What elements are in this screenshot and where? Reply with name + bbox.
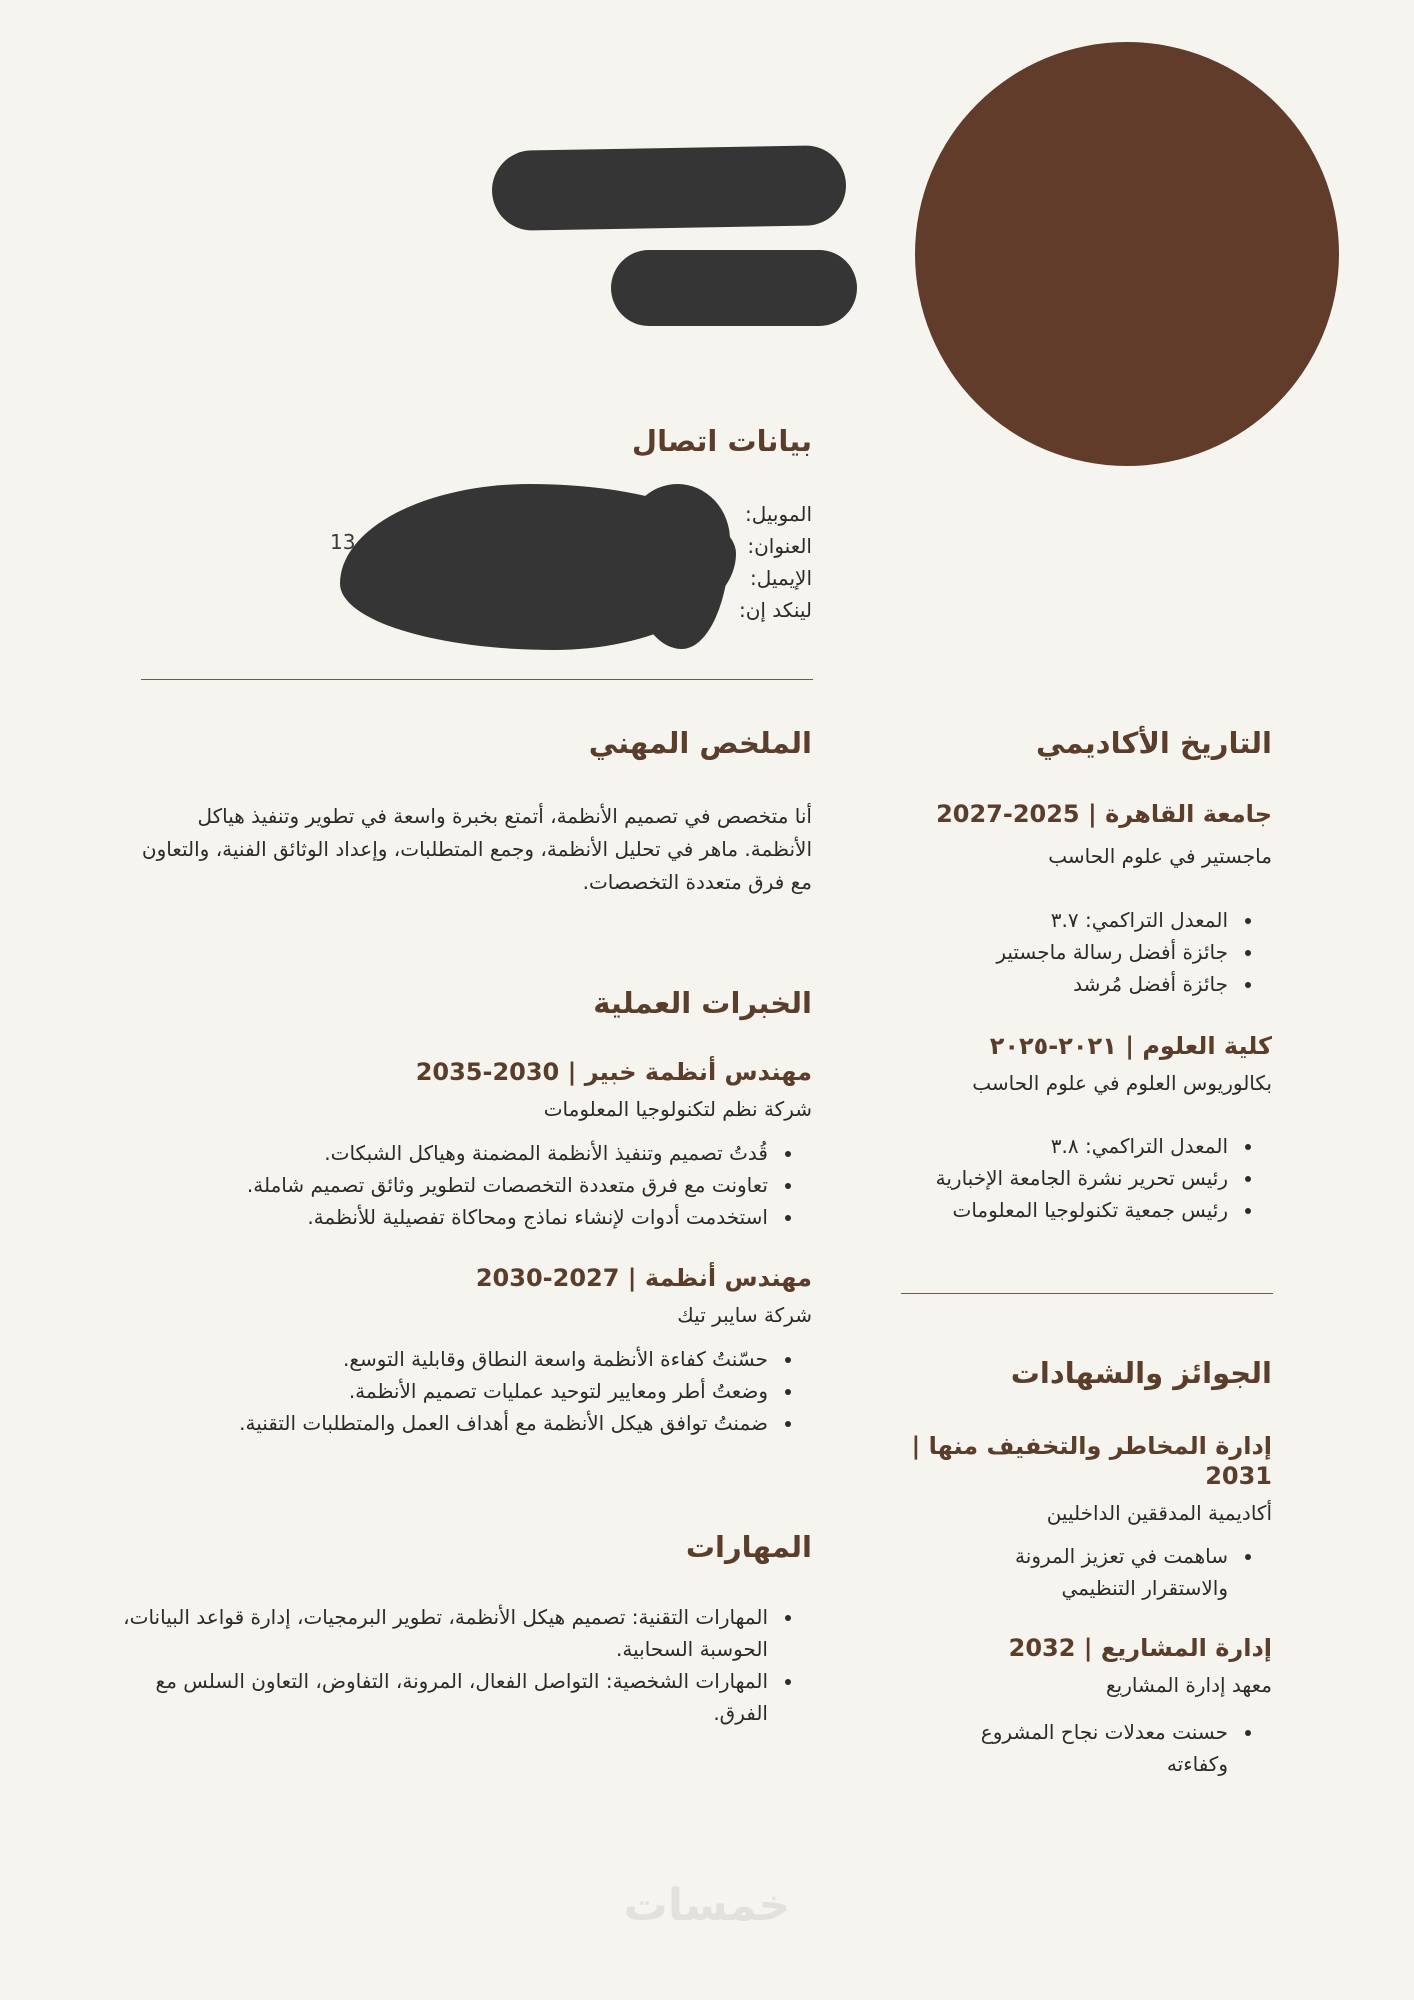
award-org-2: معهد إدارة المشاريع bbox=[1106, 1673, 1272, 1697]
award-title-1: إدارة المخاطر والتخفيف منها | bbox=[911, 1432, 1272, 1460]
job-company-2: شركة سايبر تيك bbox=[677, 1303, 812, 1327]
list-item: • حسنت معدلات نجاح المشروع وكفاءته bbox=[932, 1716, 1232, 1780]
contact-email-label: الإيميل: bbox=[749, 566, 812, 590]
list-item: • استخدمت أدوات لإنشاء نماذج ومحاكاة تفصيلية للأنظمة. bbox=[72, 1201, 772, 1233]
list-item: • المهارات الشخصية: التواصل الفعال، المرونة، التفاوض، التعاون السلس مع الفرق. bbox=[112, 1665, 772, 1729]
list-item: • المهارات التقنية: تصميم هيكل الأنظمة، تطوير البرمجيات، إدارة قواعد البيانات، الحوسبة السحابية. bbox=[112, 1601, 772, 1665]
award-org-1: أكاديمية المدققين الداخليين bbox=[1046, 1501, 1272, 1525]
job-title-2: مهندس أنظمة | 2027-2030 bbox=[475, 1264, 812, 1292]
list-item: • رئيس تحرير نشرة الجامعة الإخبارية bbox=[862, 1162, 1232, 1194]
list-item: • المعدل التراكمي: ٣.٧ bbox=[872, 904, 1232, 936]
divider-contact bbox=[141, 679, 813, 680]
skills-list bbox=[112, 1601, 812, 1729]
skills-heading: المهارات bbox=[685, 1530, 812, 1564]
award-title-2: إدارة المشاريع | 2032 bbox=[1008, 1634, 1272, 1662]
redacted-job-title bbox=[611, 250, 857, 326]
list-item: • المعدل التراكمي: ٣.٨ bbox=[862, 1130, 1232, 1162]
list-item: • جائزة أفضل مُرشد bbox=[872, 968, 1232, 1000]
list-item: • ضمنتُ توافق هيكل الأنظمة مع أهداف العمل والمتطلبات التقنية. bbox=[72, 1407, 772, 1439]
experience-heading: الخبرات العملية bbox=[593, 986, 812, 1020]
watermark-logo: خمسات bbox=[623, 1880, 791, 1931]
list-item: • قُدتُ تصميم وتنفيذ الأنظمة المضمنة وهياكل الشبكات. bbox=[72, 1137, 772, 1169]
edu-bullets-2 bbox=[862, 1130, 1272, 1226]
contact-heading: بيانات اتصال bbox=[631, 424, 812, 458]
contact-linkedin-label: لينكد إن: bbox=[738, 598, 812, 622]
job-bullets-2 bbox=[72, 1343, 812, 1439]
divider-education bbox=[901, 1293, 1273, 1294]
job-title-1: مهندس أنظمة خبير | 2030-2035 bbox=[415, 1058, 812, 1086]
edu-title-1: جامعة القاهرة | 2025-2027 bbox=[936, 800, 1272, 828]
award-title-1-year: 2031 bbox=[1205, 1462, 1272, 1490]
list-item: • ساهمت في تعزيز المرونة والاستقرار التنظيمي bbox=[932, 1540, 1232, 1604]
summary-heading: الملخص المهني bbox=[588, 726, 812, 760]
edu-bullets-1 bbox=[872, 904, 1272, 1000]
job-company-1: شركة نظم لتكنولوجيا المعلومات bbox=[543, 1097, 812, 1121]
edu-degree-1: ماجستير في علوم الحاسب bbox=[1048, 844, 1272, 868]
redacted-name bbox=[491, 145, 846, 231]
list-item: • حسّنتُ كفاءة الأنظمة واسعة النطاق وقابلية التوسع. bbox=[72, 1343, 772, 1375]
contact-mobile-label: الموبيل: bbox=[744, 502, 812, 526]
job-bullets-1 bbox=[72, 1137, 812, 1233]
summary-text: أنا متخصص في تصميم الأنظمة، أتمتع بخبرة واسعة في تطوير وتنفيذ هياكل الأنظمة. ماهر في تحليل الأنظمة، وجمع المتطلبات، وإعداد الوثائق الفنية، والتعاون مع فرق متعددة التخصصات. bbox=[141, 804, 812, 894]
list-item: • جائزة أفضل رسالة ماجستير bbox=[872, 936, 1232, 968]
awards-heading: الجوائز والشهادات bbox=[1010, 1356, 1272, 1390]
list-item: • تعاونت مع فرق متعددة التخصصات لتطوير وثائق تصميم شاملة. bbox=[72, 1169, 772, 1201]
list-item: • وضعتُ أطر ومعايير لتوحيد عمليات تصميم الأنظمة. bbox=[72, 1375, 772, 1407]
profile-photo bbox=[915, 42, 1339, 466]
contact-address-peek: 13 bbox=[330, 530, 356, 554]
award-bullets-2 bbox=[932, 1716, 1272, 1780]
edu-title-2: كلية العلوم | ٢٠٢١-٢٠٢٥ bbox=[989, 1032, 1272, 1060]
edu-degree-2: بكالوريوس العلوم في علوم الحاسب bbox=[972, 1071, 1272, 1095]
education-heading: التاريخ الأكاديمي bbox=[1036, 726, 1272, 760]
list-item: • رئيس جمعية تكنولوجيا المعلومات bbox=[862, 1194, 1232, 1226]
contact-address-label: العنوان: bbox=[747, 534, 812, 558]
award-bullets-1 bbox=[932, 1540, 1272, 1604]
